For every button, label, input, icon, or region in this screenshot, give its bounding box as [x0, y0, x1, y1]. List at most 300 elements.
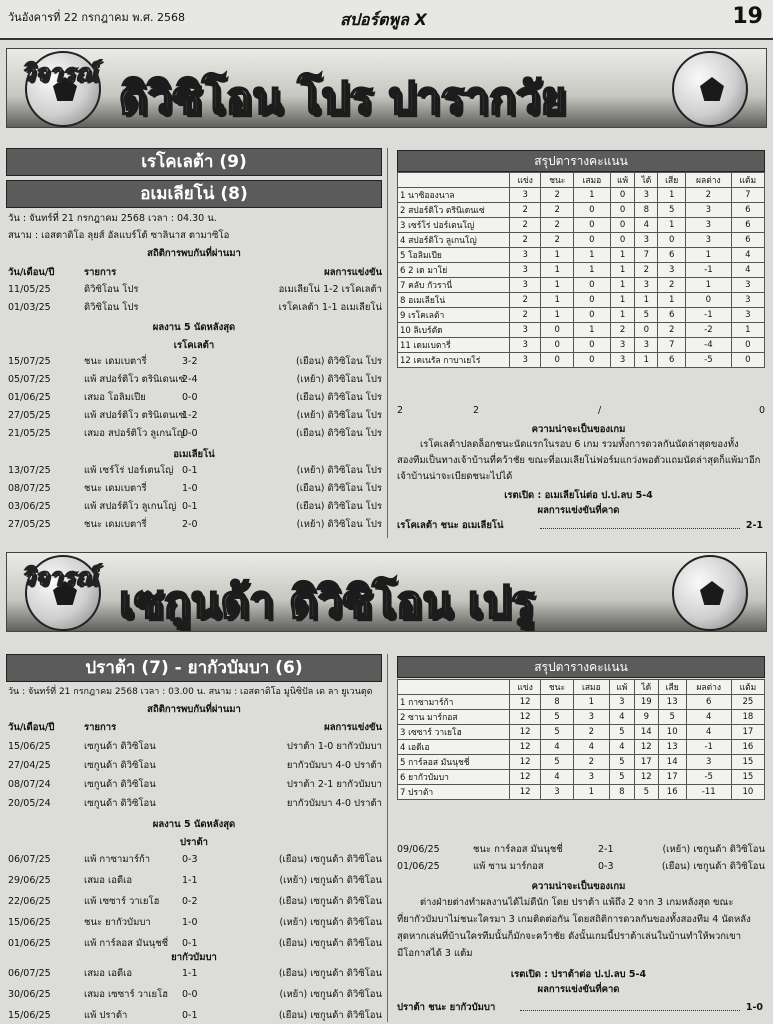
standings-cell: 1	[610, 263, 635, 278]
standings-col-header: ผลต่าง	[686, 173, 732, 188]
standings-cell: 0	[610, 203, 635, 218]
form-date: 01/06/25	[397, 861, 440, 872]
form-date: 27/05/25	[8, 519, 51, 530]
form-venue: (เยือน) ดิวิซิโอน โปร	[296, 483, 382, 494]
standings-team: 7 คลับ กัวรานี่	[398, 278, 510, 293]
form-date: 01/06/25	[8, 938, 51, 949]
standings-cell: 3	[610, 353, 635, 368]
standings-cell: 6	[658, 353, 686, 368]
standings-cell: -5	[686, 770, 731, 785]
standings-cell: 3	[686, 233, 732, 248]
form-date: 06/07/25	[8, 854, 51, 865]
standings-team: 2 สปอร์ติโว ตรินิเดนเซ่	[398, 203, 510, 218]
standings-cell: 3	[510, 188, 541, 203]
standings-cell: 3	[635, 278, 658, 293]
h2h-title: สถิติการพบกันที่ผ่านมา	[147, 704, 241, 715]
column-divider	[387, 148, 388, 538]
form-score: 0-3	[598, 861, 614, 872]
form-opponent: เสมอ โอลิมเปีย	[84, 392, 146, 403]
standings-cell: 2	[635, 263, 658, 278]
form-opponent: แพ้ สปอร์ติโว ตรินิเดนเซ่	[84, 374, 186, 385]
column-divider	[387, 654, 388, 1022]
form-score: 2-1	[598, 844, 614, 855]
analysis-title: ความน่าจะเป็นของเกม	[531, 424, 626, 435]
form-venue: (เยือน) ดิวิซิโอน โปร	[296, 428, 382, 439]
brand-logo: สปอร์ตพูล X	[340, 10, 427, 29]
standings-cell: 2	[541, 233, 574, 248]
standings-cell: 0	[574, 293, 611, 308]
standings-cell: 1	[610, 248, 635, 263]
banner-paraguay	[6, 48, 767, 128]
standings-team: 5 โอลิมเปีย	[398, 248, 510, 263]
standings-cell: 12	[634, 770, 658, 785]
form-score: 0-2	[182, 896, 198, 907]
standings-col-header: ผลต่าง	[686, 680, 731, 695]
standings-cell: 3	[686, 203, 732, 218]
standings-cell: -1	[686, 740, 731, 755]
predict-score: 2-1	[745, 520, 763, 531]
standings-cell: 6	[731, 218, 764, 233]
predict-score: 1-0	[745, 1002, 763, 1013]
form-score: 1-0	[182, 917, 198, 928]
standings-row	[398, 293, 765, 308]
standings-cell: 2	[610, 323, 635, 338]
col-date: วัน/เดือน/ปี	[8, 722, 55, 733]
standings-cell: 1	[573, 695, 609, 710]
standings-title: สรุปตารางคะแนน	[397, 150, 765, 172]
standings-cell: 0	[574, 278, 611, 293]
standings-cell: 5	[610, 725, 635, 740]
form-opponent: แพ้ สปอร์ติโว ตรินิเดนเซ่	[84, 410, 186, 421]
standings-cell: 5	[541, 710, 573, 725]
standings-row	[398, 188, 765, 203]
standings-cell: 12	[510, 710, 541, 725]
standings-col-header: เสีย	[658, 680, 686, 695]
price-line: เรตเปิด : ปราต้าต่อ ป.ป.ลบ 5-4	[510, 969, 647, 980]
form-venue: (เยือน) เซกูนด้า ดิวิซิโอน	[278, 1010, 382, 1021]
standings-cell: 16	[731, 740, 764, 755]
standings-col-header: เสมอ	[573, 680, 609, 695]
standings-cell: 0	[686, 293, 732, 308]
standings-cell: 0	[574, 308, 611, 323]
form-venue: (เยือน) ดิวิซิโอน โปร	[296, 392, 382, 403]
standings-cell: 1	[610, 308, 635, 323]
form-opponent: ชนะ เดมเบตารี่	[84, 519, 147, 530]
standings-cell: 5	[635, 308, 658, 323]
standings-cell: 3	[510, 278, 541, 293]
standings-cell: 0	[610, 188, 635, 203]
standings-cell: 2	[658, 278, 686, 293]
standings-cell: 13	[658, 740, 686, 755]
h2h-title: สถิติการพบกันที่ผ่านมา	[147, 248, 241, 259]
form-score: 1-1	[182, 968, 198, 979]
standings-cell: 6	[686, 695, 731, 710]
form-opponent: ชนะ ยากัวบัมบา	[84, 917, 151, 928]
standings-cell: 3	[541, 785, 573, 800]
standings-col-header: แข่ง	[510, 680, 541, 695]
standings-cell: 15	[731, 770, 764, 785]
form-opponent: แพ้ ซาน มาร์กอส	[473, 861, 544, 872]
page-header	[0, 0, 773, 40]
form-score: 0-0	[182, 392, 198, 403]
standings-cell: 4	[731, 263, 764, 278]
standings-row	[398, 203, 765, 218]
standings-cell: 4	[731, 248, 764, 263]
h2h-date: 15/06/25	[8, 741, 51, 752]
form-opponent: แพ้ สปอร์ติโว ลูเกนโญ่	[84, 501, 177, 512]
standings-col-header: แข่ง	[510, 173, 541, 188]
standings-team: 2 ซาน มาร์กอส	[398, 710, 510, 725]
standings-cell: 6	[658, 308, 686, 323]
standings-cell: -1	[686, 308, 732, 323]
standings-cell: 18	[731, 710, 764, 725]
standings-cell: 3	[510, 323, 541, 338]
last5-title: ผลงาน 5 นัดหลังสุด	[152, 819, 236, 830]
h2h-result: อเมเลียโน่ 1-2 เรโคเลต้า	[278, 284, 382, 295]
form-date: 09/06/25	[397, 844, 440, 855]
standings-cell: 1	[635, 353, 658, 368]
form-score: 2-0	[182, 519, 198, 530]
form-venue: (เยือน) ดิวิซิโอน โปร	[296, 356, 382, 367]
standings-cell: 6	[731, 233, 764, 248]
standings-cell: 3	[686, 218, 732, 233]
match-teams-bar: ปราต้า (7) - ยากัวบัมบา (6)	[6, 654, 382, 682]
form-venue: (เหย้า) เซกูนด้า ดิวิซิโอน	[662, 844, 765, 855]
match-info: วัน : จันทร์ที่ 21 กรกฎาคม 2568 เวลา : 04.30 น.	[8, 213, 217, 224]
banner-prefix: วิจารณ์	[21, 59, 98, 87]
h2h-result: ยากัวบัมบา 4-0 ปราต้า	[286, 760, 382, 771]
standings-cell: 4	[686, 710, 731, 725]
team-b-label: อเมเลียโน่	[173, 449, 215, 460]
standings-cell: 12	[510, 755, 541, 770]
form-opponent: แพ้ การ์ลอส มันนุชชี่	[84, 938, 169, 949]
standings-cell: 1	[610, 293, 635, 308]
standings-cell: 0	[541, 338, 574, 353]
team-a-label: เรโคเลต้า	[173, 340, 215, 351]
col-result: ผลการแข่งขัน	[324, 722, 382, 733]
h2h-result: ปราต้า 1-0 ยากัวบัมบา	[286, 741, 382, 752]
form-venue: (เหย้า) ดิวิซิโอน โปร	[296, 410, 382, 421]
standings-cell: 4	[635, 218, 658, 233]
standings-cell: 12	[510, 740, 541, 755]
form-venue: (เยือน) เซกูนด้า ดิวิซิโอน	[278, 896, 382, 907]
standings-cell: 6	[731, 203, 764, 218]
standings-title: สรุปตารางคะแนน	[397, 656, 765, 678]
h2h-result: ปราต้า 2-1 ยากัวบัมบา	[286, 779, 382, 790]
form-date: 27/05/25	[8, 410, 51, 421]
standings-col-header: ชนะ	[541, 680, 573, 695]
banner-title: ดิวิซิโอน โปร ปารากวัย	[119, 73, 567, 124]
standings-cell: 2	[658, 323, 686, 338]
standings-cell: 3	[510, 338, 541, 353]
predict-leader	[540, 528, 740, 529]
standings-cell: 15	[731, 755, 764, 770]
standings-cell: 4	[610, 710, 635, 725]
standings-cell: 6	[658, 248, 686, 263]
standings-cell: 1	[541, 293, 574, 308]
standings-col-header: ได้	[634, 680, 658, 695]
form-score: 0-1	[182, 1010, 198, 1021]
standings-cell: 3	[510, 263, 541, 278]
standings-cell: 7	[658, 338, 686, 353]
predict-text: เรโคเลต้า ชนะ อเมเลียโน่	[397, 520, 504, 531]
form-date: 29/06/25	[8, 875, 51, 886]
form-score: 2-4	[182, 374, 198, 385]
standings-col-header: ชนะ	[541, 173, 574, 188]
form-date: 06/07/25	[8, 968, 51, 979]
form-opponent: แพ้ เซร์โร่ ปอร์เตนโญ่	[84, 465, 174, 476]
standings-cell: 1	[541, 278, 574, 293]
standings-cell: 5	[610, 755, 635, 770]
standings-team: 12 เคเนรัล กาบาเยโร่	[398, 353, 510, 368]
form-score: 0-1	[182, 465, 198, 476]
standings-cell: 1	[658, 293, 686, 308]
standings-cell: 12	[510, 770, 541, 785]
standings-cell: 9	[634, 710, 658, 725]
form-opponent: แพ้ ปราต้า	[84, 1010, 128, 1021]
header-date: วันอังคารที่ 22 กรกฎาคม พ.ศ. 2568	[8, 11, 185, 24]
standings-cell: -11	[686, 785, 731, 800]
form-date: 03/06/25	[8, 501, 51, 512]
standings-cell: 3	[635, 188, 658, 203]
form-score: 1-1	[182, 875, 198, 886]
standings-cell: 13	[658, 695, 686, 710]
standings-cell: 4	[541, 740, 573, 755]
standings-cell: 1	[658, 188, 686, 203]
standings-team: 8 อเมเลียโน่	[398, 293, 510, 308]
standings-cell: 5	[541, 725, 573, 740]
standings-cell: 12	[510, 695, 541, 710]
standings-team: 4 สปอร์ติโว ลูเกนโญ่	[398, 233, 510, 248]
form-venue: (เหย้า) เซกูนด้า ดิวิซิโอน	[279, 989, 382, 1000]
form-date: 15/07/25	[8, 356, 51, 367]
form-date: 30/06/25	[8, 989, 51, 1000]
standings-cell: 0	[731, 353, 764, 368]
standings-cell: 2	[573, 725, 609, 740]
h2h-competition: เซกูนด้า ดิวิซิโอน	[84, 779, 156, 790]
standings-row	[398, 338, 765, 353]
standings-cell: 3	[510, 353, 541, 368]
standings-cell: 17	[731, 725, 764, 740]
page-number: 19	[732, 4, 763, 29]
predict-text: ปราต้า ชนะ ยากัวบัมบา	[397, 1002, 496, 1013]
form-score: 1-2	[182, 410, 198, 421]
form-date: 05/07/25	[8, 374, 51, 385]
standings-cell: 5	[610, 770, 635, 785]
standings-cell: 17	[634, 755, 658, 770]
form-venue: (เหย้า) เซกูนด้า ดิวิซิโอน	[279, 875, 382, 886]
standings-cell: 3	[573, 710, 609, 725]
standings-row	[398, 308, 765, 323]
standings-team: 4 เอดีเอ	[398, 740, 510, 755]
h2h-date: 27/04/25	[8, 760, 51, 771]
standings-cell: 3	[635, 338, 658, 353]
standings-cell: 1	[686, 248, 732, 263]
predict-title: ผลการแข่งขันที่คาด	[537, 984, 620, 995]
standings-cell: 1	[541, 308, 574, 323]
standings-cell: 0	[574, 353, 611, 368]
form-venue: 0	[758, 405, 765, 416]
col-date: วัน/เดือน/ปี	[8, 267, 55, 278]
standings-cell: 5	[634, 785, 658, 800]
standings-row	[398, 353, 765, 368]
standings-cell: 1	[686, 278, 732, 293]
banner-prefix: วิจารณ์	[21, 563, 98, 591]
standings-cell: 12	[510, 725, 541, 740]
h2h-competition: เซกูนด้า ดิวิซิโอน	[84, 741, 156, 752]
standings-cell: 2	[541, 218, 574, 233]
form-opponent: เสมอ สปอร์ติโว ลูเกนโญ่	[84, 428, 185, 439]
standings-cell: 8	[610, 785, 635, 800]
standings-cell: 1	[574, 323, 611, 338]
standings-col-header: เสีย	[658, 173, 686, 188]
standings-cell: 10	[658, 725, 686, 740]
standings-col-header: แพ้	[610, 680, 635, 695]
standings-team: 7 ปราต้า	[398, 785, 510, 800]
standings-cell: 19	[634, 695, 658, 710]
form-score: 0-0	[182, 428, 198, 439]
standings-cell: 10	[731, 785, 764, 800]
standings-team: 11 เดมเบตารี่	[398, 338, 510, 353]
standings-cell: 1	[658, 218, 686, 233]
standings-cell: 0	[574, 218, 611, 233]
price-line: เรตเปิด : อเมเลียโน่ต่อ ป.ป.ลบ 5-4	[504, 490, 653, 501]
standings-row	[398, 710, 765, 725]
form-opponent: ชนะ เดมเบตารี่	[84, 483, 147, 494]
standings-cell: 12	[510, 785, 541, 800]
standings-cell: 4	[686, 725, 731, 740]
col-list: รายการ	[84, 267, 117, 278]
standings-team: 6 2 เด มาโย่	[398, 263, 510, 278]
standings-row	[398, 263, 765, 278]
h2h-date: 08/07/24	[8, 779, 51, 790]
standings-cell: 5	[658, 710, 686, 725]
form-score: 0-3	[182, 854, 198, 865]
standings-cell: 5	[541, 755, 573, 770]
analysis-line: มีโอกาสได้ 3 แต้ม	[397, 948, 473, 959]
standings-row	[398, 323, 765, 338]
standings-col-header: แต้ม	[731, 173, 764, 188]
predict-title: ผลการแข่งขันที่คาด	[537, 505, 620, 516]
standings-cell: 0	[731, 338, 764, 353]
form-venue: (เยือน) ดิวิซิโอน โปร	[296, 501, 382, 512]
form-venue: (เยือน) เซกูนด้า ดิวิซิโอน	[278, 968, 382, 979]
form-date: 08/07/25	[8, 483, 51, 494]
banner-peru	[6, 552, 767, 632]
home-team-bar: เรโคเลต้า (9)	[6, 148, 382, 176]
analysis-line: สองทีมเป็นทางเจ้าบ้านที่คว้าชัย ขณะที่อเมเลียโน่ฟอร์มแกว่งพอตัวแถมนัดล่าสุดก็แพ้มาอีก	[397, 455, 761, 466]
standings-team: 5 การ์ลอส มันนุชชี่	[398, 755, 510, 770]
form-opponent: เสมอ เอดีเอ	[84, 968, 133, 979]
form-opponent: แพ้ เซซาร์ วาเยโฮ	[84, 896, 160, 907]
form-venue: (เยือน) เซกูนด้า ดิวิซิโอน	[661, 861, 765, 872]
standings-cell: 3	[658, 263, 686, 278]
form-opponent: 2	[473, 405, 480, 416]
standings-row	[398, 278, 765, 293]
form-date: 15/06/25	[8, 1010, 51, 1021]
standings-cell: 25	[731, 695, 764, 710]
standings-cell: 0	[635, 323, 658, 338]
form-opponent: เสมอ เอดีเอ	[84, 875, 133, 886]
standings-team: 1 กาซามาร์ก้า	[398, 695, 510, 710]
standings-cell: 1	[574, 248, 611, 263]
standings-cell: 2	[686, 188, 732, 203]
standings-col-header: แพ้	[610, 173, 635, 188]
standings-cell: 4	[610, 740, 635, 755]
h2h-date: 11/05/25	[8, 284, 51, 295]
h2h-competition: เซกูนด้า ดิวิซิโอน	[84, 760, 156, 771]
h2h-date: 01/03/25	[8, 302, 51, 313]
standings-team: 3 เซร์โร่ ปอร์เตนโญ่	[398, 218, 510, 233]
form-date: 21/05/25	[8, 428, 51, 439]
form-venue: (เหย้า) ดิวิซิโอน โปร	[296, 374, 382, 385]
standings-team-header	[398, 173, 510, 188]
col-result: ผลการแข่งขัน	[324, 267, 382, 278]
standings-cell: 1	[574, 263, 611, 278]
standings-cell: -4	[686, 338, 732, 353]
standings-row	[398, 218, 765, 233]
standings-cell: 2	[510, 233, 541, 248]
standings-cell: 3	[731, 308, 764, 323]
last5-title: ผลงาน 5 นัดหลังสุด	[152, 322, 236, 333]
form-date: 22/06/25	[8, 896, 51, 907]
form-score: 0-1	[182, 938, 198, 949]
analysis-title: ความน่าจะเป็นของเกม	[531, 881, 626, 892]
standings-cell: 0	[574, 233, 611, 248]
form-date: 2	[397, 405, 404, 416]
form-date: 01/06/25	[8, 392, 51, 403]
form-score: 0-1	[182, 501, 198, 512]
form-score: /	[598, 405, 602, 416]
analysis-line: เรโคเลต้าปลดล็อกชนะนัดแรกในรอบ 6 เกม รวมทั้งการดวลกันนัดล่าสุดของทั้ง	[420, 439, 739, 450]
predict-leader	[520, 1010, 740, 1011]
standings-cell: 2	[573, 755, 609, 770]
form-opponent: ชนะ เดมเบตารี่	[84, 356, 147, 367]
form-venue: (เยือน) เซกูนด้า ดิวิซิโอน	[278, 938, 382, 949]
standings-cell: 3	[610, 695, 635, 710]
standings-cell: 3	[610, 338, 635, 353]
h2h-result: ยากัวบัมบา 4-0 ปราต้า	[286, 798, 382, 809]
standings-table	[397, 679, 765, 800]
standings-cell: 3	[731, 293, 764, 308]
standings-cell: 12	[634, 740, 658, 755]
standings-table	[397, 172, 765, 368]
standings-cell: 8	[635, 203, 658, 218]
standings-row	[398, 233, 765, 248]
standings-cell: 14	[634, 725, 658, 740]
standings-row	[398, 770, 765, 785]
standings-cell: -2	[686, 323, 732, 338]
standings-col-header: แต้ม	[731, 680, 764, 695]
h2h-competition: ดิวิซิโอน โปร	[84, 302, 139, 313]
standings-cell: 1	[573, 785, 609, 800]
standings-cell: 2	[510, 293, 541, 308]
standings-row	[398, 248, 765, 263]
standings-cell: 3	[573, 770, 609, 785]
standings-cell: 0	[610, 218, 635, 233]
football-icon	[672, 51, 748, 127]
standings-cell: 4	[573, 740, 609, 755]
analysis-line: สุดหากเล่นที่บ้านใครทีมนั้นก็มักจะคว้าชัย ดังนั้นเกมนี้ปราต้าเล่นในบ้านทำให้พวกเขา	[397, 931, 742, 942]
standings-header-row	[398, 173, 765, 188]
standings-team: 10 ลิเบร์ตัด	[398, 323, 510, 338]
form-date: 15/06/25	[8, 917, 51, 928]
team-b-label: ยากัวบัมบา	[171, 952, 217, 963]
standings-cell: 0	[574, 203, 611, 218]
col-list: รายการ	[84, 722, 117, 733]
banner-title: เซกูนด้า ดิวิซิโอน เปรู	[119, 577, 535, 628]
h2h-result: เรโคเลต้า 1-1 อเมเลียโน่	[278, 302, 382, 313]
